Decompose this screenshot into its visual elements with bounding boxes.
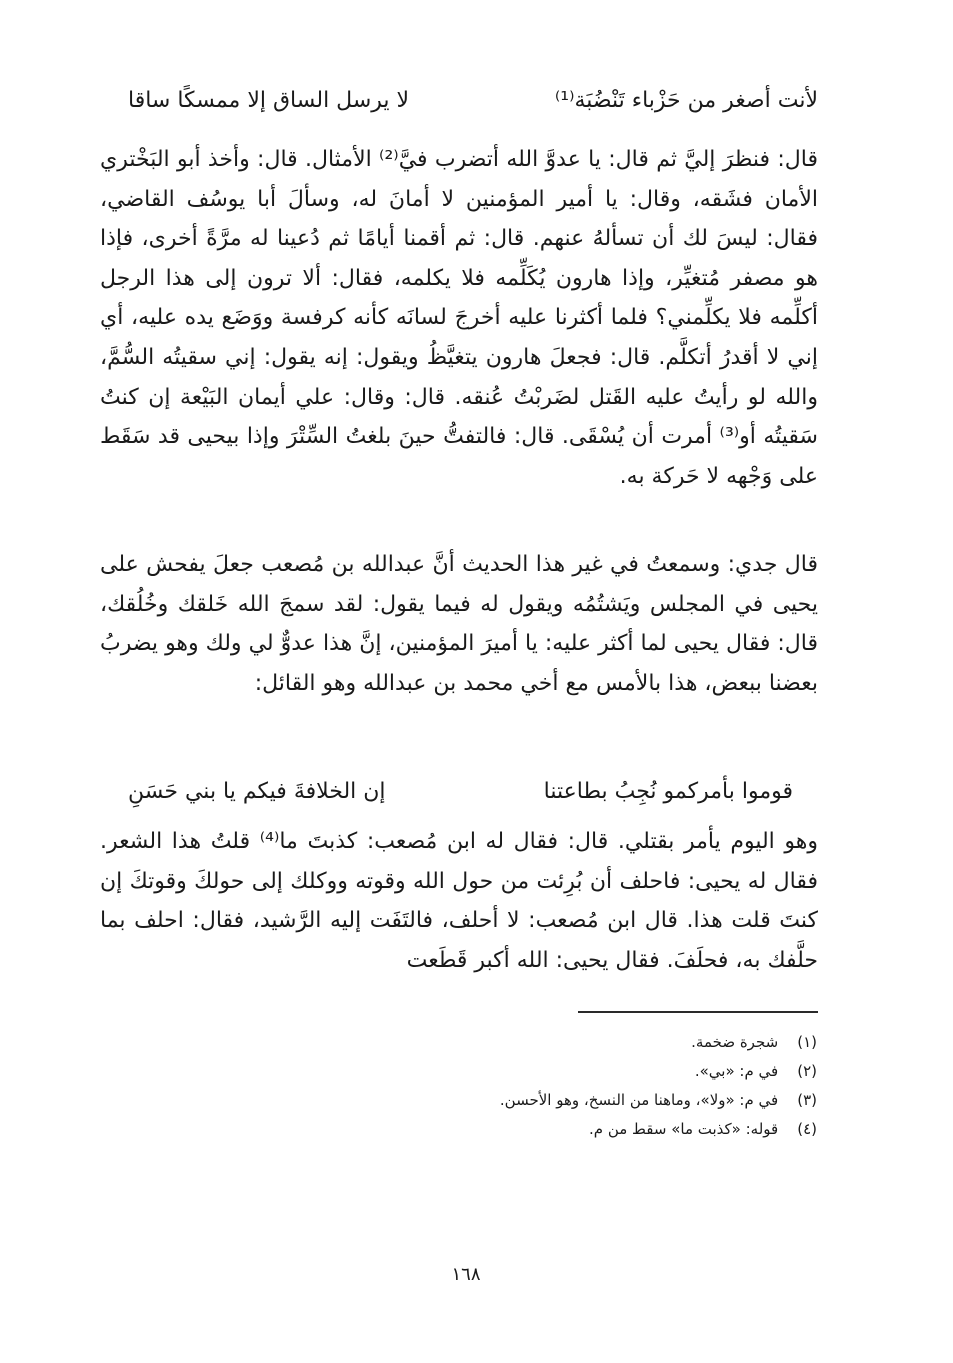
verse-mid-hemistich-2: إن الخلافةَ فيكم يا بني حَسَنِ [128, 779, 386, 804]
footnote-text: شجرة ضخمة. [691, 1033, 779, 1051]
footnote-number: (٣) [797, 1091, 817, 1109]
footnote-text: في م: «بي». [694, 1062, 779, 1080]
paragraph-3: وهو اليوم يأمر بقتلي. قال: فقال له ابن مُصعب: كذبتَ ما⁽⁴⁾ قلتُ هذا الشعر. فقال له يحيى: فاحلف أن بُرِئت من حول الله وقوته ووكلك إلى حولكَ وقوتكَ إن كنتَ قلت هذا. قال ابن مُصعب: لا أحلف، فالتَفَت إليه الرَّشيد، فقال: احلف بما حلَّفك به، فحلَفَ. فقال يحيى: الله أكبر قَطَعت [100, 829, 819, 973]
footnote-text: قوله: «كذبت ما» سقط من م. [589, 1120, 779, 1138]
footnote-number: (٤) [797, 1120, 817, 1138]
footnote-number: (١) [797, 1033, 817, 1051]
verse-mid-hemistich-1: قوموا بأمركمو نُجِبُ بطاعتنا [543, 779, 793, 804]
footnote-divider [578, 1011, 818, 1013]
footnote-item [317, 1115, 817, 1144]
footnote-number: (٢) [797, 1062, 817, 1080]
footnotes [317, 1028, 817, 1144]
verse-top-hemistich-1: لأنت أصغر من حَزْباء تَنْضُبَة⁽¹⁾ [554, 88, 818, 113]
paragraph-1: قال: فنظرَ إليَّ ثم قال: يا عدوَّ الله أتضرب فيَّ⁽²⁾ الأمثال. قال: وأخذ أبو البَخْتري الأمان فشَقه، وقال: يا أمير المؤمنين لا أمانَ له، وسألَ أبا يوسُف القاضي، فقال: ليسَ لك أن تسألهُ عنهم. قال: ثم أقمنا أيامًا ثم دُعينا له مرَّةً أخرى، فإذا هو مصفر مُتغيِّر، وإذا هارون يُكَلِّمه فلا يكلمه، فقال: ألا ترون إلى هذا الرجل أكلِّمه فلا يكلِّمني؟ فلما أكثرنا عليه أخرجَ لسانَه كأنه كرفسة ووَضَع يده عليه، أي إني لا أقدرُ أتكلَّم. قال: فجعلَ هارون يتغيَّظُ ويقول: إنه يقول: إني سقيتُه السُّمَّ، والله لو رأيتُ عليه القَتل لضَربْتُ عُنقه. قال: وقال: علي أيمان البَيْعة إن كنتُ سَقيتُه أو⁽³⁾ أمرت أن يُسْقَى. قال: فالتفتُّ حينَ بلغتُ السِّتْرَ وإذا بيحيى قد سَقَط على وَجْهه لا حَركة به. [100, 147, 818, 489]
footnote-text: في م: «ولا»، وماهنا من النسخ، وهو الأحسن. [499, 1091, 779, 1109]
paragraph-2: قال جدي: وسمعتُ في غير هذا الحديث أنَّ عبدالله بن مُصعب جعلَ يفحش على يحيى في المجلس ويَشتُمُه ويقول له فيما يقول: لقد سمجَ الله خَلقك وخُلُقك، قال: فقال يحيى لما أكثر عليه: يا أميرَ المؤمنين، إنَّ هذا عدوٌّ لي ولك وهو يضربُ بعضنا ببعض، هذا بالأمس مع أخي محمد بن عبدالله وهو القائل: [100, 552, 818, 696]
footnote-item [317, 1057, 817, 1086]
footnote-item [317, 1028, 817, 1057]
footnote-item [317, 1086, 817, 1115]
verse-top-hemistich-2: لا يرسل الساق إلا ممسكًا ساقا [128, 88, 410, 113]
page-number: ١٦٨ [451, 1264, 481, 1285]
